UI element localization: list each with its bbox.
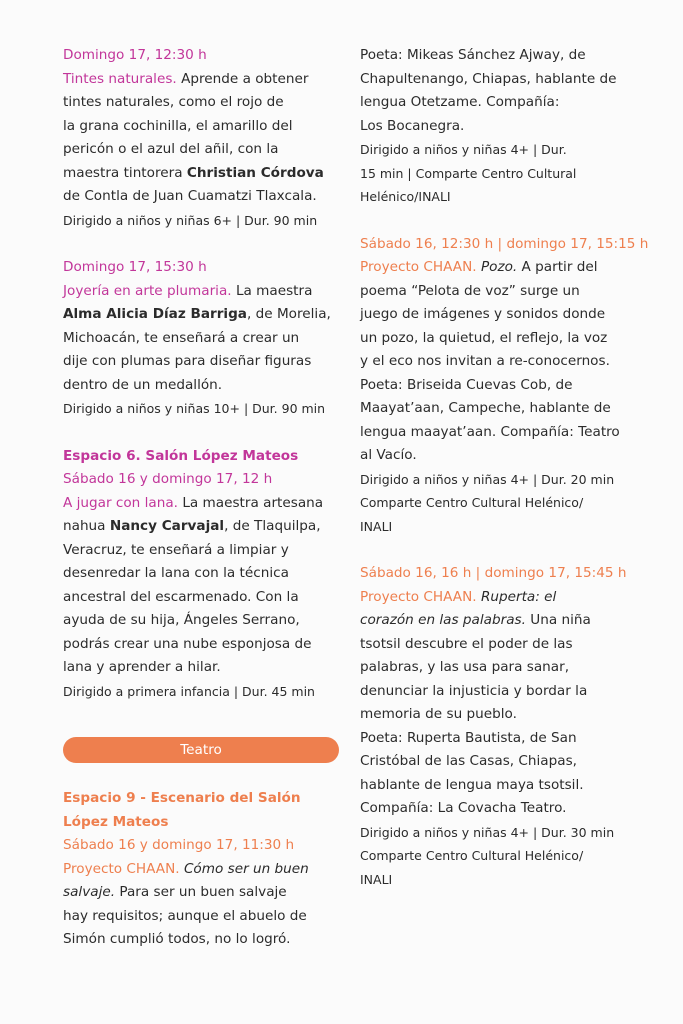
teacher-name: Christian Córdova — [186, 164, 324, 181]
event-text: tintes naturales, como el rojo de — [63, 94, 284, 110]
event-text: palabras, y las usa para sanar, — [360, 659, 570, 675]
event-title: A jugar con lana. — [63, 494, 178, 511]
event-text: un pozo, la quietud, el reflejo, la voz — [360, 329, 608, 346]
event-time: Domingo 17, 12:30 h — [63, 47, 207, 63]
event-text: denunciar la injusticia y bordar la — [360, 682, 588, 699]
event-text: hablante de lengua maya tsotsil. — [360, 776, 584, 793]
event-text: A partir del — [517, 259, 598, 275]
event-audience: Dirigido a niños y niñas 10+ | Dur. 90 min — [63, 401, 326, 416]
work-title: Ruperta: el — [480, 588, 557, 605]
event-audience: 15 min | Comparte Centro Cultural — [360, 165, 577, 181]
right-column — [360, 44, 665, 915]
event-audience: Dirigido a primera infancia | Dur. 45 min — [63, 683, 315, 699]
event-text: juego de imágenes y sonidos donde — [360, 306, 606, 322]
event-text: nahua — [63, 518, 110, 534]
event-time: Sábado 16, 16 h | domingo 17, 15:45 h — [360, 565, 627, 581]
work-title: Cómo ser un buen — [183, 860, 309, 877]
event-text: lengua maayat’aan. Compañía: Teatro — [360, 423, 620, 440]
event-text: hay requisitos; aunque el abuelo de — [63, 907, 307, 924]
event-text: lengua Otetzame. Compañía: — [360, 94, 560, 110]
event-text: ancestral del escarmenado. Con la — [63, 588, 299, 605]
event-text: desenredar la lana con la técnica — [63, 565, 289, 581]
event-time: Sábado 16 y domingo 17, 12 h — [63, 471, 273, 487]
work-title: Pozo. — [480, 259, 518, 275]
event-text: maestra tintorera — [63, 164, 187, 181]
event-jugar-con-lana — [63, 445, 348, 704]
event-text: Cristóbal de las Casas, Chiapas, — [360, 753, 578, 769]
event-audience: Dirigido a niños y niñas 4+ | Dur. — [360, 142, 567, 157]
event-text: Los Bocanegra. — [360, 117, 465, 134]
event-text: , de Morelia, — [246, 306, 331, 322]
event-title: Joyería en arte plumaria. — [63, 282, 232, 299]
event-text: Maayat’aan, Campeche, hablante de — [360, 400, 611, 416]
event-como-ser-buen-salvaje — [63, 787, 348, 952]
event-audience: Comparte Centro Cultural Helénico/ — [360, 848, 584, 863]
event-text: memoria de su pueblo. — [360, 706, 517, 722]
event-text: ayuda de su hija, Ángeles Serrano, — [63, 612, 300, 628]
event-text: dije con plumas para diseñar figuras — [63, 353, 312, 369]
event-text: pericón o el azul del añil, con la — [63, 141, 279, 157]
event-text: Poeta: Mikeas Sánchez Ajway, de — [360, 47, 586, 63]
event-time: Sábado 16 y domingo 17, 11:30 h — [63, 837, 295, 853]
event-tintes-naturales — [63, 44, 348, 232]
event-continuation — [360, 44, 665, 209]
teacher-name: Alma Alicia Díaz Barriga — [63, 306, 247, 322]
event-text: poema “Pelota de voz” surge un — [360, 282, 580, 299]
event-text: Compañía: La Covacha Teatro. — [360, 800, 567, 816]
event-text: tsotsil descubre el poder de las — [360, 635, 573, 652]
event-audience: Comparte Centro Cultural Helénico/ — [360, 495, 584, 510]
event-text: Poeta: Ruperta Bautista, de San — [360, 729, 577, 746]
event-ruperta — [360, 562, 665, 891]
project-name: Proyecto CHAAN. — [360, 259, 477, 275]
event-joyeria-plumaria — [63, 256, 348, 421]
event-text: Veracruz, te enseñará a limpiar y — [63, 541, 289, 558]
event-text: podrás crear una nube esponjosa de — [63, 635, 312, 652]
event-pozo — [360, 233, 665, 539]
venue-title: Espacio 9 - Escenario del Salón — [63, 790, 301, 806]
event-text: al Vacío. — [360, 447, 417, 463]
event-text: la grana cochinilla, el amarillo del — [63, 117, 293, 134]
event-text: de Contla de Juan Cuamatzi Tlaxcala. — [63, 188, 317, 204]
event-text: lana y aprender a hilar. — [63, 659, 221, 675]
event-time: Domingo 17, 15:30 h — [63, 259, 207, 275]
venue-title: López Mateos — [63, 813, 169, 830]
left-column — [63, 44, 348, 976]
event-audience: Helénico/INALI — [360, 189, 451, 204]
event-time: Sábado 16, 12:30 h | domingo 17, 15:15 h — [360, 235, 649, 252]
event-text: Aprende a obtener — [181, 70, 309, 87]
event-text: , de Tlaquilpa, — [224, 518, 321, 534]
teacher-name: Nancy Carvajal — [109, 518, 225, 534]
event-audience: INALI — [360, 518, 393, 534]
event-text: Simón cumplió todos, no lo logró. — [63, 931, 291, 947]
event-text: Michoacán, te enseñará a crear un — [63, 329, 300, 346]
event-audience: Dirigido a niños y niñas 6+ | Dur. 90 min — [63, 212, 318, 228]
project-name: Proyecto CHAAN. — [360, 588, 477, 605]
project-name: Proyecto CHAAN. — [63, 860, 180, 877]
event-audience: Dirigido a niños y niñas 4+ | Dur. 30 min — [360, 824, 615, 840]
work-title: salvaje. — [63, 884, 116, 900]
event-text: Chapultenango, Chiapas, hablante de — [360, 70, 617, 87]
venue-title: Espacio 6. Salón López Mateos — [63, 447, 299, 464]
event-title: Tintes naturales. — [63, 70, 177, 87]
event-audience: Dirigido a niños y niñas 4+ | Dur. 20 min — [360, 471, 615, 487]
section-header-teatro: Teatro — [63, 737, 339, 763]
event-text: y el eco nos invitan a re-conocernos. — [360, 353, 610, 369]
event-text: Una niña — [525, 612, 591, 628]
event-audience: INALI — [360, 871, 393, 887]
event-text: dentro de un medallón. — [63, 376, 223, 393]
work-title: corazón en las palabras. — [360, 612, 526, 628]
event-text: La maestra artesana — [182, 494, 324, 511]
event-text: Poeta: Briseida Cuevas Cob, de — [360, 376, 573, 393]
event-text: La maestra — [235, 282, 313, 299]
event-text: Para ser un buen salvaje — [115, 884, 287, 900]
